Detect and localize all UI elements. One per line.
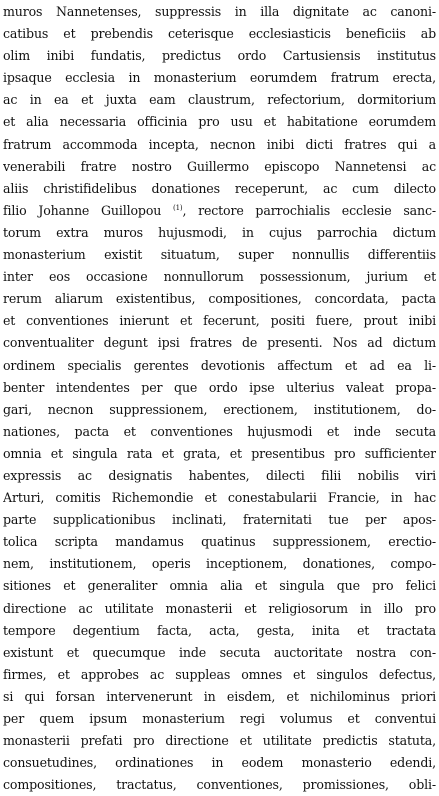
text-line: benter intendentes per que ordo ipse ulterius valeat propa- (3, 379, 436, 395)
text-line: gari, necnon suppressionem, erectionem, institutionem, do- (3, 401, 436, 417)
text-line: existunt et quecumque inde secuta auctoritate nostra con- (3, 644, 436, 660)
text-line: directione ac utilitate monasterii et religiosorum in illo pro (3, 600, 436, 616)
text-line-with-footnote (3, 200, 436, 222)
text-line: firmes, et approbes ac suppleas omnes et singulos defectus, (3, 666, 436, 682)
text-segment: filio Johanne Guillopou (3, 202, 162, 218)
text-line: nationes, pacta et conventiones hujusmodi et inde secuta (3, 423, 436, 439)
text-line: rerum aliarum existentibus, compositiones, concordata, pacta (3, 291, 436, 307)
text-line: si qui forsan intervenerunt in eisdem, et nichilominus priori (3, 688, 436, 704)
text-line: compositiones, tractatus, conventiones, promissiones, obli- (3, 777, 436, 793)
text-line: tolica scripta mandamus quatinus suppressionem, erectio- (3, 534, 436, 550)
text-line: inter eos occasione nonnullorum possessionum, jurium et (3, 269, 436, 285)
footnote-marker: (1) (172, 203, 183, 212)
text-line: olim inibi fundatis, predictus ordo Cartusiensis institutus (3, 48, 436, 64)
text-line: omnia et singula rata et grata, et presentibus pro sufficienter (3, 445, 436, 461)
text-line: per quem ipsum monasterium regi volumus et conventui (3, 711, 436, 726)
text-line: ordinem specialis gerentes devotionis affectum et ad ea li- (3, 357, 436, 373)
text-line: expressis ac designatis habentes, dilecti filii nobilis viri (3, 467, 436, 483)
text-line: catibus et prebendis ceterisque ecclesiasticis beneficiis ab (3, 26, 436, 42)
text-line: fratrum accommoda incepta, necnon inibi dicti fratres qui a (3, 136, 436, 152)
text-line: Arturi, comitis Richemondie et conestabularii Francie, in hac (3, 490, 436, 506)
text-line: conventualiter degunt ipsi fratres de presenti. Nos ad dictum (3, 335, 436, 351)
text-line: ipsaque ecclesia in monasterium eorumdem fratrum erecta, (3, 70, 436, 86)
text-line: nem, institutionem, operis inceptionem, donationes, compo- (3, 556, 436, 572)
text-line: ac in ea et juxta eam claustrum, refectorium, dormitorium (3, 92, 436, 108)
text-line: muros Nannetenses, suppressis in illa dignitate ac canoni- (3, 4, 436, 19)
text-line: monasterii prefati pro directione et utilitate predictis statuta, (3, 733, 436, 749)
text-line: torum extra muros hujusmodi, in cujus parrochia dictum (3, 224, 436, 240)
text-body (3, 1, 436, 796)
text-line: aliis christifidelibus donationes receperunt, ac cum dilecto (3, 180, 436, 196)
text-line: et conventiones inierunt et fecerunt, positi fuere, prout inibi (3, 313, 436, 329)
text-line: sitiones et generaliter omnia alia et singula que pro felici (3, 578, 436, 594)
text-line: venerabili fratre nostro Guillermo episcopo Nannetensi ac (3, 158, 436, 174)
text-line: tempore degentium facta, acta, gesta, inita et tractata (3, 622, 436, 638)
text-line: monasterium existit situatum, super nonnullis differentiis (3, 247, 436, 263)
text-segment: , rectore parrochialis ecclesie sanc- (182, 202, 436, 218)
text-line: parte supplicationibus inclinati, fraternitati tue per apos- (3, 512, 436, 528)
text-line: et alia necessaria officinia pro usu et habitatione eorumdem (3, 114, 436, 130)
text-line: consuetudines, ordinationes in eodem monasterio edendi, (3, 755, 436, 771)
